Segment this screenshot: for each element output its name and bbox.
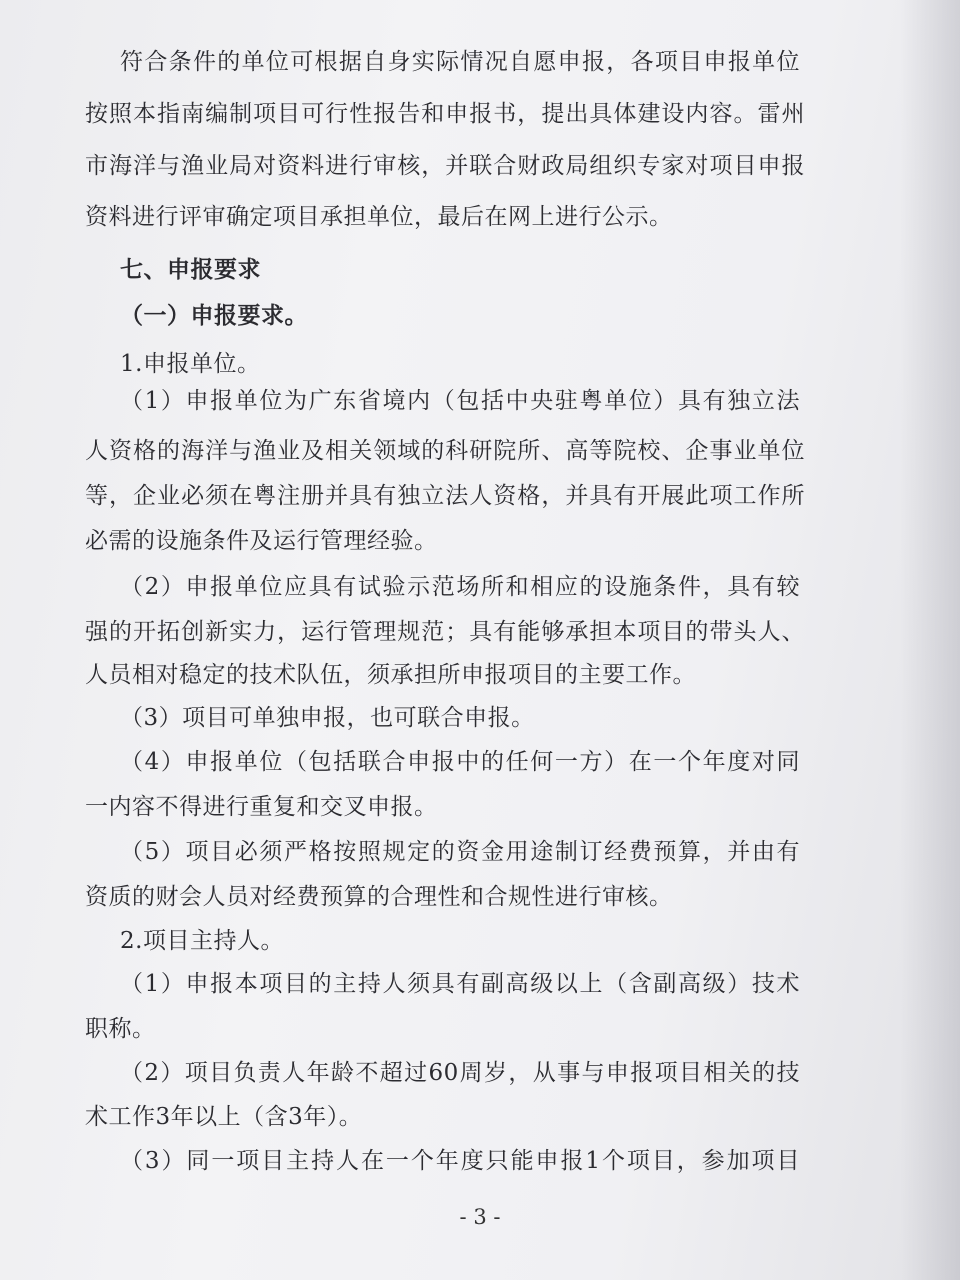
- subsection-heading: （一）申报要求。: [120, 302, 308, 329]
- paragraph-line: 术工作3年以上（含3年）。: [85, 1104, 363, 1130]
- paragraph-line: （2）申报单位应具有试验示范场所和相应的设施条件，具有较: [120, 574, 800, 600]
- paragraph-line: （2）项目负责人年龄不超过60周岁，从事与申报项目相关的技: [120, 1060, 800, 1086]
- paragraph-line: 强的开拓创新实力，运行管理规范；具有能够承担本项目的带头人、: [85, 619, 805, 645]
- paragraph-line: 资料进行评审确定项目承担单位，最后在网上进行公示。: [85, 204, 673, 230]
- paragraph-line: 人员相对稳定的技术队伍，须承担所申报项目的主要工作。: [85, 662, 696, 688]
- paragraph-line: （4）申报单位（包括联合申报中的任何一方）在一个年度对同: [120, 749, 800, 775]
- paragraph-line: （1）申报单位为广东省境内（包括中央驻粤单位）具有独立法: [120, 388, 800, 414]
- paragraph-line: （3）项目可单独申报，也可联合申报。: [120, 705, 535, 731]
- paragraph-line: 职称。: [85, 1016, 156, 1042]
- paragraph-line: 市海洋与渔业局对资料进行审核，并联合财政局组织专家对项目申报: [85, 153, 805, 179]
- section-heading: 七、申报要求: [120, 256, 261, 283]
- paragraph-line: 按照本指南编制项目可行性报告和申报书，提出具体建设内容。雷州: [85, 101, 805, 127]
- item-heading: 2.项目主持人。: [120, 928, 284, 954]
- paragraph-line: 资质的财会人员对经费预算的合理性和合规性进行审核。: [85, 884, 673, 910]
- paragraph-line: 必需的设施条件及运行管理经验。: [85, 528, 438, 554]
- item-heading: 1.申报单位。: [120, 351, 261, 377]
- page-shadow: [900, 0, 960, 1280]
- page-number: - 3 -: [459, 1205, 501, 1229]
- paragraph-line: （3）同一项目主持人在一个年度只能申报1个项目，参加项目: [120, 1148, 800, 1174]
- paragraph-line: （5）项目必须严格按照规定的资金用途制订经费预算，并由有: [120, 839, 800, 865]
- paragraph-line: 一内容不得进行重复和交叉申报。: [85, 794, 438, 820]
- paragraph-line: 等，企业必须在粤注册并具有独立法人资格，并具有开展此项工作所: [85, 483, 805, 509]
- paragraph-line: 符合条件的单位可根据自身实际情况自愿申报，各项目申报单位: [120, 49, 800, 75]
- paragraph-line: 人资格的海洋与渔业及相关领域的科研院所、高等院校、企事业单位: [85, 438, 805, 464]
- paragraph-line: （1）申报本项目的主持人须具有副高级以上（含副高级）技术: [120, 971, 800, 997]
